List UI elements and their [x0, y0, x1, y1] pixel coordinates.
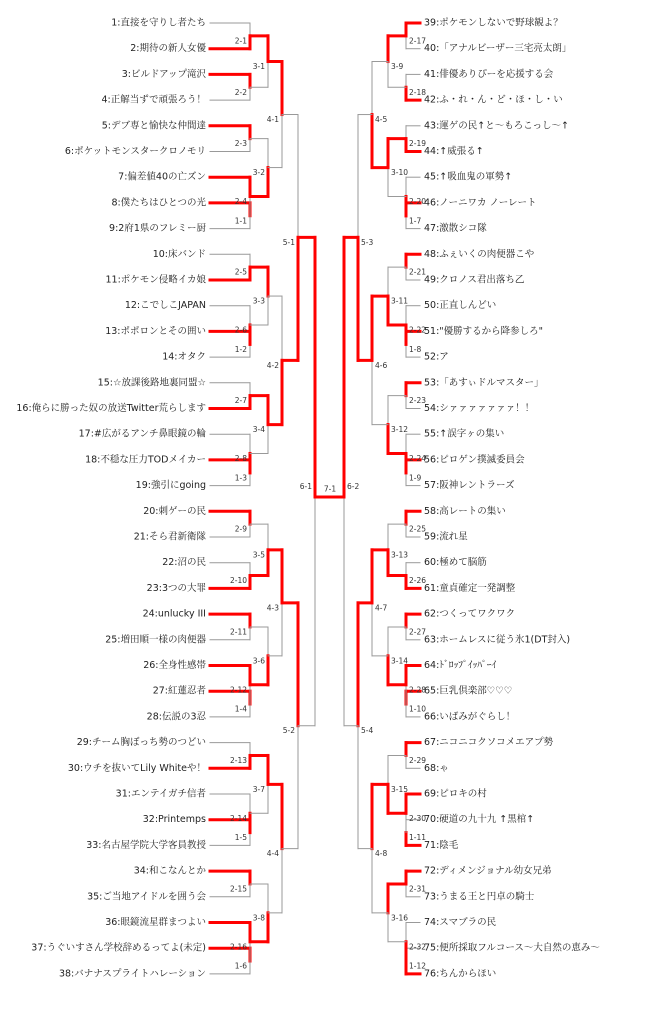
left-match-5-1: 5-1	[282, 237, 295, 247]
left-team-27: 27:紅蓮忍者	[152, 685, 206, 697]
left-match-1-2: 1-2	[234, 344, 247, 354]
left-team-8: 8:僕たちはひとつの光	[111, 197, 206, 209]
right-match-2-25: 2-25	[409, 524, 427, 534]
left-team-20: 20:刺ゲーの民	[143, 505, 206, 517]
left-team-16: 16:俺らに勝った奴の放送Twitter荒らします	[16, 403, 206, 414]
left-match-4-2: 4-2	[266, 360, 279, 370]
right-match-3-14: 3-14	[391, 656, 409, 666]
right-team-63: 63:ホームレスに従う氷1(DT封入)	[424, 634, 571, 646]
right-team-58: 58:高レートの集い	[424, 505, 506, 517]
right-team-48: 48:ふぇいくの肉便器こや	[424, 248, 535, 260]
left-match-4-1: 4-1	[266, 115, 279, 125]
right-match-6-2: 6-2	[347, 482, 360, 492]
right-match-1-8: 1-8	[409, 344, 422, 354]
right-team-42: 42:ふ・れ・ん・ど・ほ・し・い	[424, 94, 563, 106]
right-team-57: 57:阪神レントラーズ	[424, 480, 515, 492]
left-match-2-3: 2-3	[234, 139, 247, 149]
left-match-2-12: 2-12	[229, 685, 247, 695]
left-team-28: 28:伝説の3忍	[146, 711, 206, 723]
right-match-3-15: 3-15	[391, 784, 409, 794]
right-team-67: 67:ニコニコクソコメエアプ勢	[424, 737, 554, 749]
right-team-69: 69:ピロキの村	[424, 788, 487, 800]
left-match-5-2: 5-2	[282, 726, 295, 736]
left-match-1-4: 1-4	[234, 704, 247, 714]
right-team-66: 66:いばみがぐらし！	[424, 711, 516, 723]
left-team-12: 12:こでしこJAPAN	[124, 300, 206, 312]
left-team-38: 38:バナナスプライトハレーション	[58, 968, 206, 980]
left-team-2: 2:期待の新人女優	[130, 43, 206, 55]
right-match-2-30: 2-30	[409, 813, 427, 823]
right-team-51: 51:"優勝するから降参しろ"	[424, 325, 544, 337]
left-team-26: 26:全身性感帯	[143, 660, 206, 671]
right-match-2-31: 2-31	[409, 884, 427, 894]
left-match-2-7: 2-7	[234, 396, 247, 406]
left-team-10: 10:床バンド	[152, 248, 206, 260]
right-match-3-11: 3-11	[391, 296, 409, 306]
left-match-2-11: 2-11	[229, 627, 247, 637]
right-team-47: 47:激散シコ隊	[424, 223, 487, 235]
right-match-1-7: 1-7	[409, 216, 422, 226]
left-team-25: 25:増田順一様の肉便器	[105, 634, 206, 646]
left-match-3-6: 3-6	[252, 656, 265, 666]
left-team-22: 22:沼の民	[162, 557, 206, 569]
right-match-5-3: 5-3	[361, 237, 374, 247]
right-match-2-21: 2-21	[409, 267, 427, 277]
left-team-32: 32:Printemps	[142, 814, 206, 826]
left-team-37: 37:うぐいすさん学校辞めるってよ(未定)	[31, 942, 206, 954]
left-match-1-6: 1-6	[234, 961, 247, 971]
right-team-46: 46:ノーニワカ ノーレート	[424, 197, 537, 209]
right-match-2-26: 2-26	[409, 576, 427, 586]
right-match-4-7: 4-7	[375, 603, 388, 613]
right-match-3-16: 3-16	[391, 913, 409, 923]
right-team-39: 39:ポケモンしないで野球観よ？	[424, 17, 563, 29]
left-team-18: 18:不穏な圧力TODメイカー	[85, 454, 206, 466]
right-match-3-12: 3-12	[391, 425, 409, 435]
right-team-61: 61:童貞確定一発調整	[424, 582, 516, 594]
left-match-1-5: 1-5	[234, 833, 247, 843]
right-match-2-24: 2-24	[409, 453, 427, 463]
right-team-41: 41:俳優ありぴーを応援する会	[424, 68, 554, 80]
left-team-13: 13:ポポロンとその囲い	[105, 325, 206, 337]
left-team-31: 31:エンテイガチ信者	[115, 788, 206, 800]
right-team-65: 65:巨乳倶楽部♡♡♡	[424, 685, 513, 697]
right-team-64: 64:ﾄﾞﾛｯﾌﾟｲｯﾊﾟｰｲ	[424, 660, 497, 671]
final-match-label: 7-1	[323, 484, 337, 494]
right-match-1-10: 1-10	[409, 704, 427, 714]
left-team-5: 5:デブ専と愉快な仲間達	[101, 120, 206, 132]
left-match-3-2: 3-2	[252, 168, 265, 178]
right-team-60: 60:極めて脳筋	[424, 557, 487, 569]
left-team-15: 15:☆放課後路地裏同盟☆	[97, 377, 206, 389]
left-match-3-7: 3-7	[252, 784, 265, 794]
left-team-14: 14:オタク	[162, 351, 206, 363]
right-team-73: 73:うまる王と円卓の騎士	[424, 891, 535, 903]
right-team-40: 40:「アナルビーザー三宅亮太朗」	[424, 43, 572, 55]
left-match-2-9: 2-9	[234, 524, 247, 534]
right-match-5-4: 5-4	[361, 726, 374, 736]
left-match-2-13: 2-13	[229, 755, 247, 765]
right-team-72: 72:ディメンジョナル幼女兄弟	[424, 865, 552, 877]
right-team-55: 55:↑誤字ヶの集い	[424, 428, 505, 440]
left-team-19: 19:強引にgoing	[135, 480, 206, 492]
right-team-76: 76:ちんからほい	[424, 968, 497, 980]
left-team-1: 1:直接を守りし者たち	[111, 17, 206, 29]
left-team-7: 7:偏差値40の亡ズン	[118, 171, 206, 183]
left-team-9: 9:2府1県のフレミー厨	[109, 223, 206, 235]
left-match-3-5: 3-5	[252, 550, 265, 560]
left-match-4-4: 4-4	[266, 849, 279, 859]
right-match-3-9: 3-9	[391, 62, 404, 72]
right-team-50: 50:正直しんどい	[424, 300, 497, 312]
left-match-2-15: 2-15	[229, 884, 247, 894]
right-match-2-18: 2-18	[409, 87, 427, 97]
left-match-2-14: 2-14	[229, 813, 247, 823]
right-match-2-23: 2-23	[409, 396, 427, 406]
left-match-1-3: 1-3	[234, 473, 247, 483]
right-team-53: 53:「あすぃドルマスター」	[424, 377, 544, 389]
left-match-2-2: 2-2	[234, 87, 247, 97]
left-match-3-1: 3-1	[252, 62, 265, 72]
right-match-1-11: 1-11	[409, 833, 427, 843]
right-match-2-32: 2-32	[409, 942, 427, 952]
left-match-1-1: 1-1	[234, 216, 247, 226]
left-team-36: 36:眼鏡流星群まつよい	[105, 917, 206, 928]
left-team-21: 21:そら君新衛隊	[133, 531, 206, 543]
left-match-2-5: 2-5	[234, 267, 247, 277]
right-match-4-5: 4-5	[375, 115, 388, 125]
left-team-23: 23:3つの大罪	[146, 582, 206, 594]
right-team-45: 45:↑吸血鬼の軍勢↑	[424, 171, 513, 183]
right-match-2-22: 2-22	[409, 325, 427, 335]
right-team-62: 62:つくってワクワク	[424, 608, 516, 620]
right-team-56: 56:ピロゲン撲滅委員会	[424, 454, 525, 466]
right-match-1-9: 1-9	[409, 473, 422, 483]
left-match-6-1: 6-1	[299, 482, 312, 492]
right-team-54: 54:シァァァァァァァ！！	[424, 403, 535, 414]
right-match-2-28: 2-28	[409, 685, 427, 695]
left-match-2-1: 2-1	[234, 36, 247, 46]
right-match-2-19: 2-19	[409, 139, 427, 149]
left-team-35: 35:ご当地アイドルを囲う会	[87, 891, 206, 903]
right-match-2-17: 2-17	[409, 36, 427, 46]
left-team-6: 6:ポケットモンスタークロノモリ	[64, 146, 206, 157]
right-match-4-8: 4-8	[375, 849, 388, 859]
left-match-3-8: 3-8	[252, 913, 265, 923]
left-team-4: 4:正解当ずで頑張ろう！	[101, 94, 206, 106]
left-match-2-8: 2-8	[234, 453, 247, 463]
left-team-17: 17:#広がるアンチ鼻眼鏡の輪	[78, 428, 206, 440]
right-match-2-27: 2-27	[409, 627, 427, 637]
left-match-2-6: 2-6	[234, 325, 247, 335]
right-team-43: 43:運ゲの民↑と～もろこっし～↑	[424, 120, 570, 132]
right-match-1-12: 1-12	[409, 961, 427, 971]
left-team-11: 11:ポケモン侵略イカ娘	[105, 274, 206, 286]
right-team-71: 71:陰毛	[424, 839, 459, 851]
left-match-3-4: 3-4	[252, 425, 265, 435]
left-team-34: 34:和こなんとか	[133, 865, 206, 877]
right-team-74: 74:スマブラの民	[424, 917, 497, 928]
left-match-3-3: 3-3	[252, 296, 265, 306]
right-match-4-6: 4-6	[375, 360, 388, 370]
right-team-49: 49:クロノス君出落ち乙	[424, 274, 525, 286]
left-team-29: 29:チーム胸ぼっち勢のつどい	[76, 737, 206, 749]
right-match-2-29: 2-29	[409, 755, 427, 765]
right-team-70: 70:硬道の九十九 ↑黒棺↑	[424, 814, 535, 826]
left-match-2-16: 2-16	[229, 942, 247, 952]
right-match-2-20: 2-20	[409, 196, 427, 206]
right-team-75: 75:便所採取フルコース～大自然の恵み～	[424, 942, 600, 954]
left-match-2-4: 2-4	[234, 196, 247, 206]
right-match-3-10: 3-10	[391, 168, 409, 178]
left-match-2-10: 2-10	[229, 576, 247, 586]
left-match-4-3: 4-3	[266, 603, 279, 613]
right-team-68: 68:ゃ	[424, 762, 449, 774]
right-team-52: 52:ア	[424, 351, 449, 363]
left-team-24: 24:unlucky III	[142, 608, 206, 620]
left-team-3: 3:ビルドアップ滝沢	[121, 68, 206, 80]
right-match-3-13: 3-13	[391, 550, 409, 560]
right-team-44: 44:↑威張る↑	[424, 146, 484, 157]
left-team-33: 33:名古屋学院大学客員教授	[86, 839, 206, 851]
right-team-59: 59:流れ星	[424, 531, 468, 543]
left-team-30: 30:ウチを抜いてLily Whiteや！	[67, 762, 206, 774]
